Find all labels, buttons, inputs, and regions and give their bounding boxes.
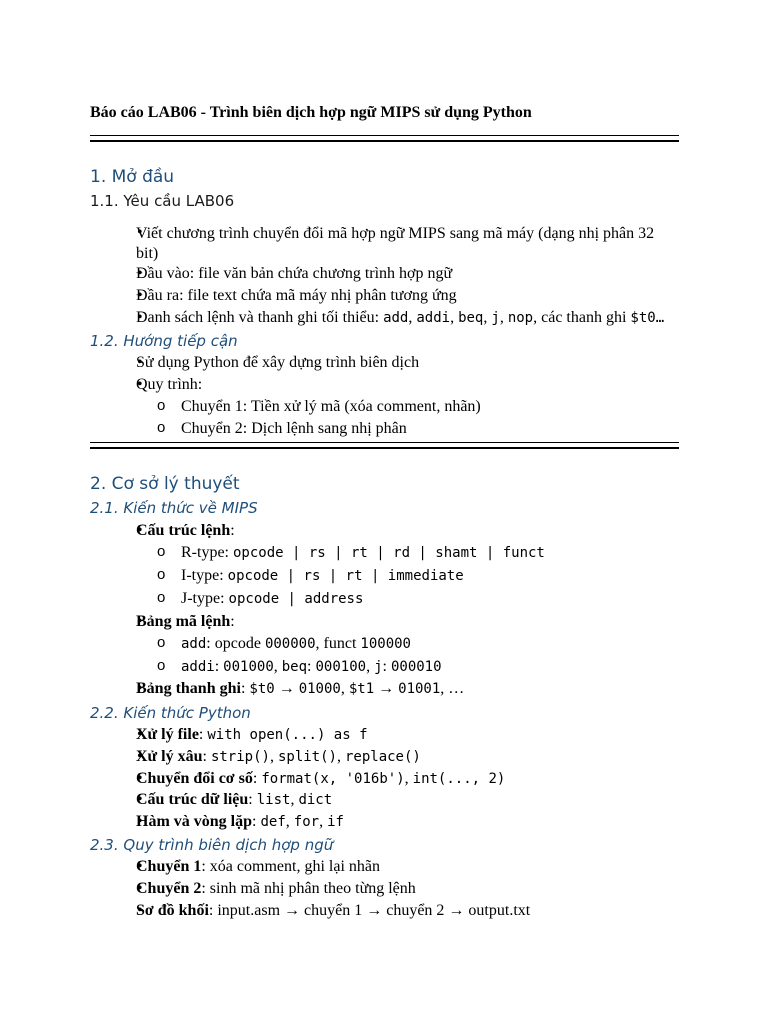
section-2-1-heading: 2.1. Kiến thức về MIPS — [90, 499, 258, 517]
section-2-3-heading: 2.3. Quy trình biên dịch hợp ngữ — [90, 836, 334, 854]
section-2-2-heading: 2.2. Kiến thức Python — [90, 704, 251, 722]
section-2-heading: 2. Cơ sở lý thuyết — [90, 474, 240, 494]
section-divider — [90, 442, 679, 449]
section-1-1-heading: 1.1. Yêu cầu LAB06 — [90, 192, 235, 210]
section-1-heading: 1. Mở đầu — [90, 167, 175, 187]
title-divider — [90, 135, 679, 142]
document-title: Báo cáo LAB06 - Trình biên dịch hợp ngữ MIPS sử dụng Python — [90, 104, 532, 121]
section-1-2-heading: 1.2. Hướng tiếp cận — [90, 332, 238, 350]
